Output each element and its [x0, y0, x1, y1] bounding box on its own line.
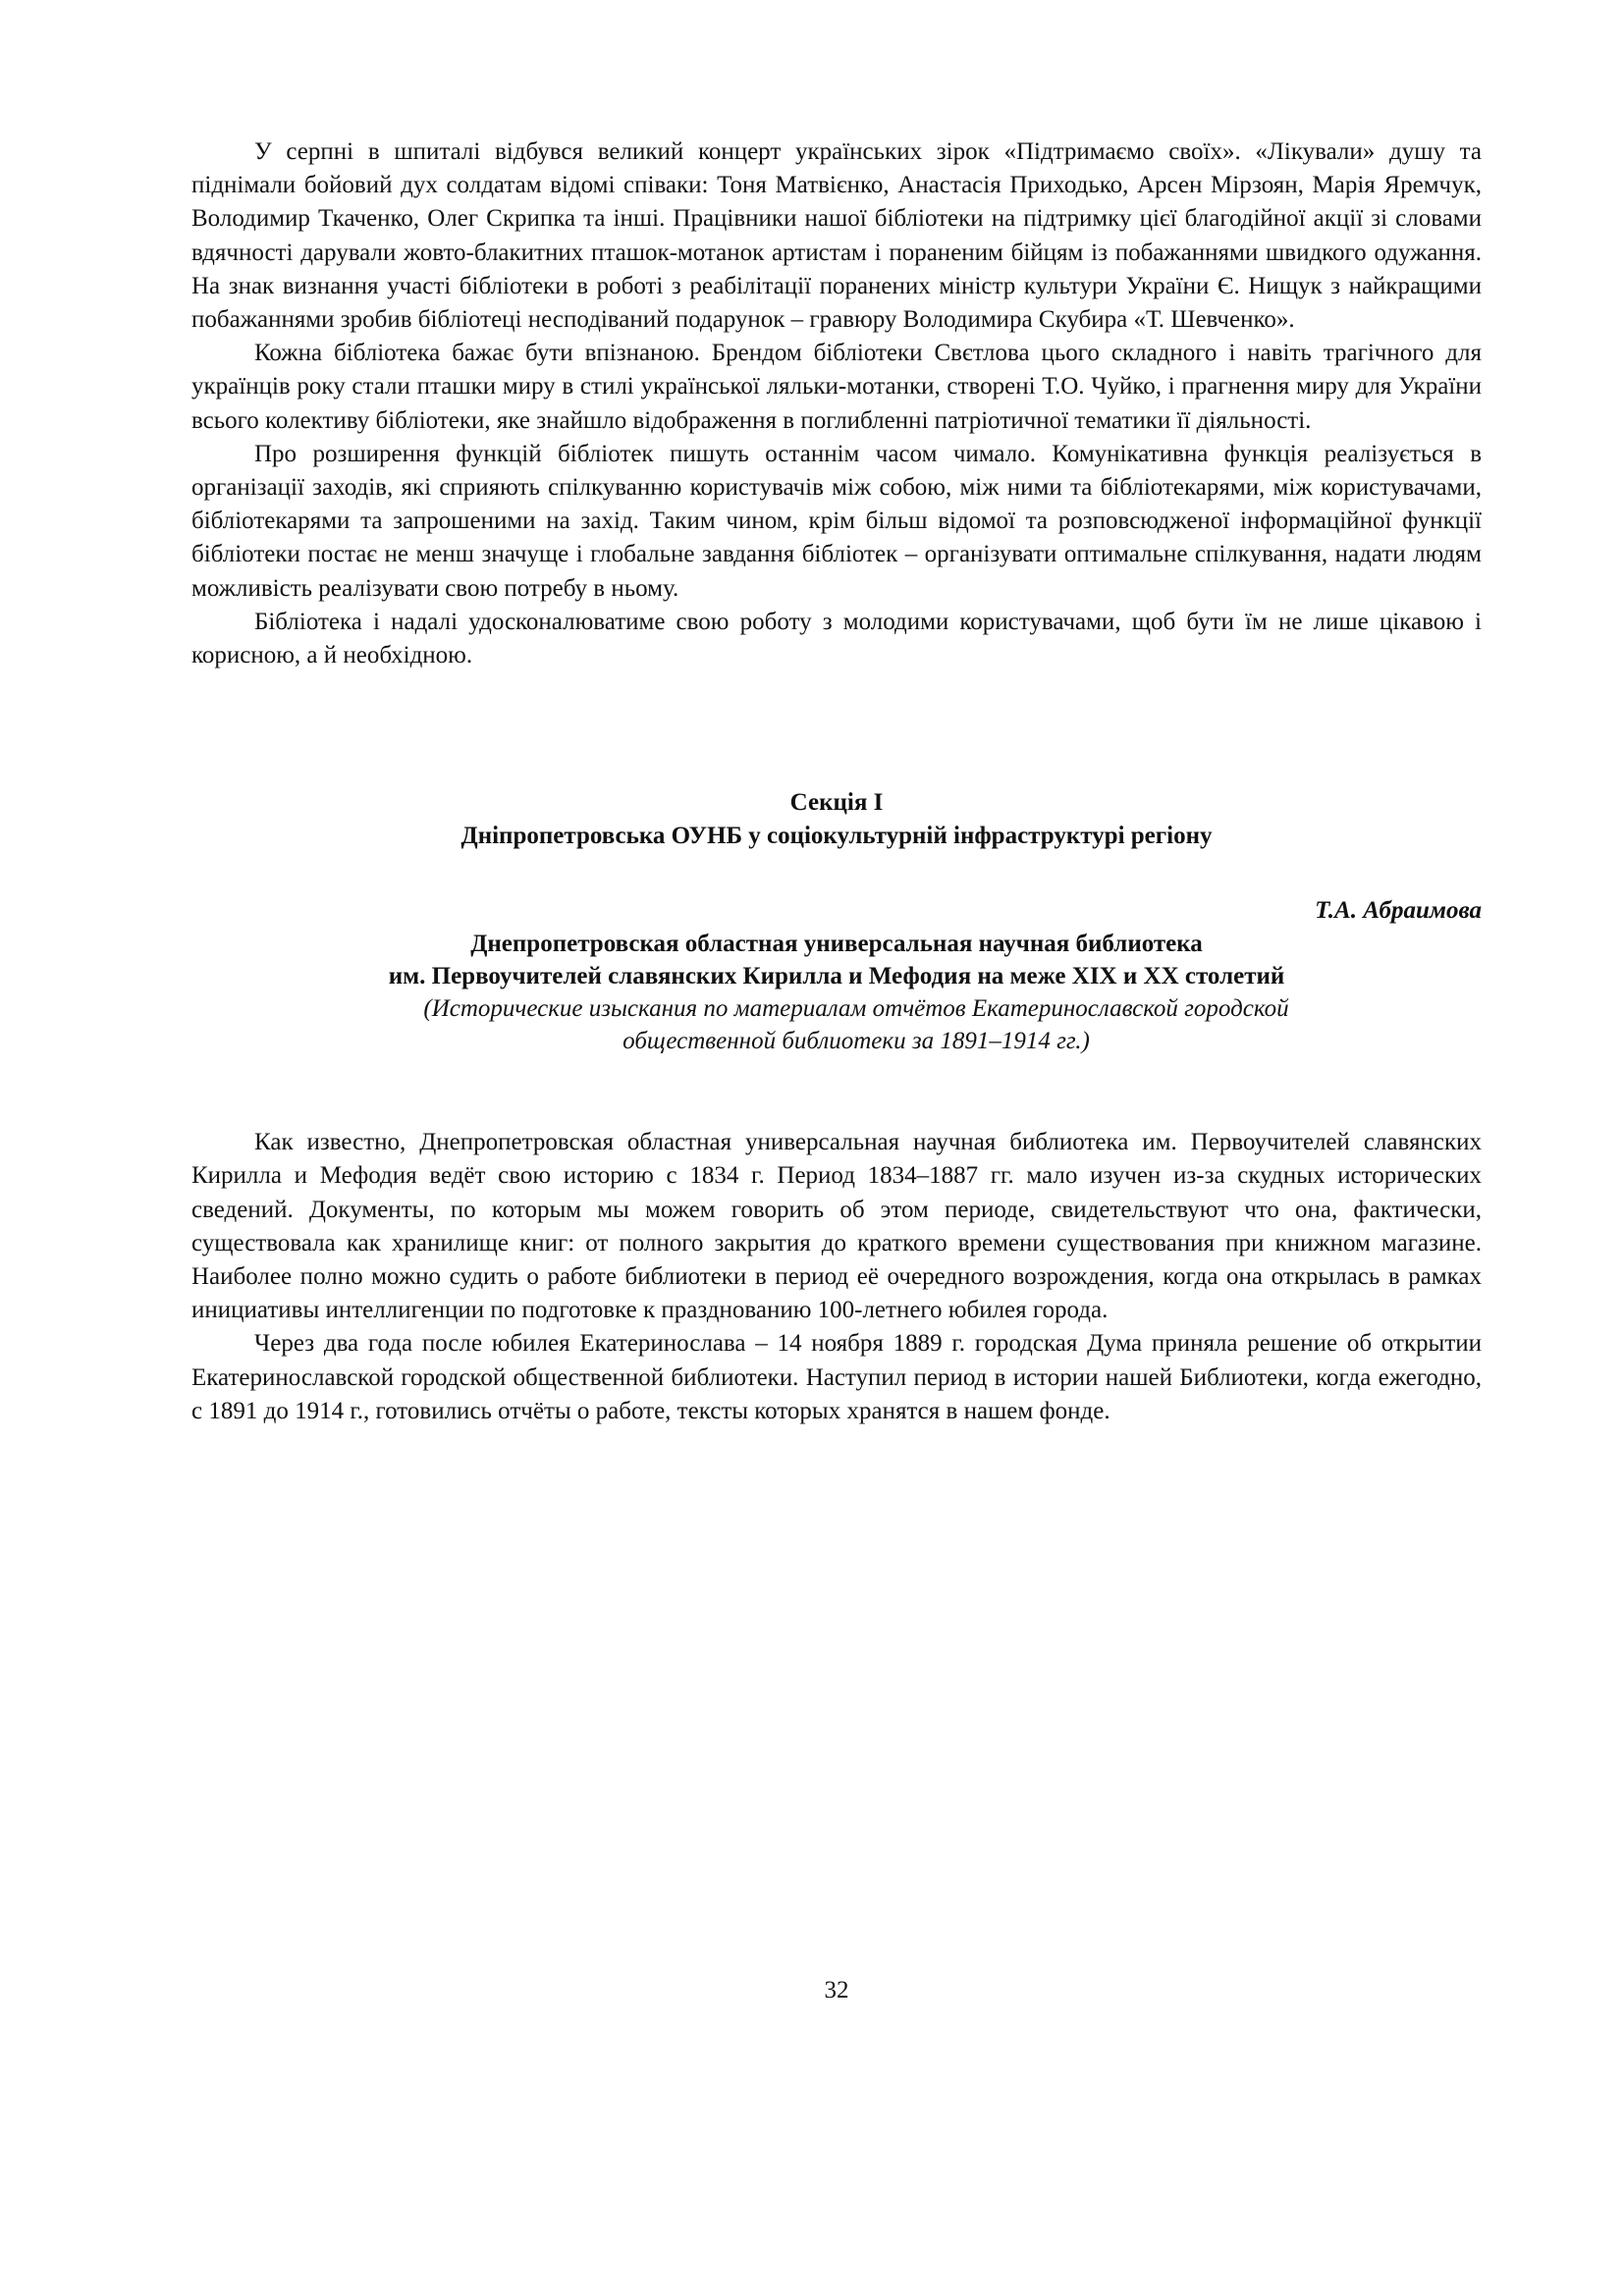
article-heading: [191, 928, 1482, 1057]
section-heading: [191, 786, 1482, 853]
article-author: Т.А. Абраимова: [1315, 897, 1482, 925]
paragraph: Через два года после юбилея Екатеринослава – 14 ноября 1889 г. городская Дума приняла решение об открытии Екатеринославской городской общественной библиотеки. Наступил период в истории нашей Библиотеки, когда ежегодно, с 1891 до 1914 г., готовились отчёты о работе, тексты которых хранятся в нашем фонде.: [191, 1330, 1482, 1424]
article-title-line-1: Днепропетровская областная универсальная научная библиотека: [470, 931, 1203, 958]
intro-text: [191, 135, 1482, 672]
paragraph: Бібліотека і надалі удосконалюватиме свою роботу з молодими користувачами, щоб бути їм не лише цікавою і корисною, а й необхідною.: [191, 608, 1482, 669]
section-label: Секція І: [789, 789, 884, 817]
paragraph: Как известно, Днепропетровская областная универсальная научная библиотека им. Первоучителей славянских Кирилла и Мефодия ведёт свою историю с 1834 г. Период 1834–1887 гг. мало изучен из-за скудных исторических сведений. Документы, по которым мы можем говорить об этом периоде, свидетельствуют что она, фактически, существовала как хранилище книг: от полного закрытия до краткого времени существования при книжном магазине. Наиболее полно можно судить о работе библиотеки в период её очередного возрождения, когда она открылась в рамках инициативы интеллигенции по подготовке к празднованию 100-летнего юбилея города.: [191, 1129, 1482, 1324]
paragraph: У серпні в шпиталі відбувся великий концерт українських зірок «Підтримаємо своїх». «Лікували» душу та піднімали бойовий дух солдатам відомі співаки: Тоня Матвієнко, Анастасія Приходько, Арсен Мірзоян, Марія Яремчук, Володимир Ткаченко, Олег Скрипка та інші. Працівники нашої бібліотеки на підтримку цієї благодійної акції зі словами вдячності дарували жовто-блакитних пташок-мотанок артистам і пораненим бійцям із побажаннями швидкого одужання. На знак визнання участі бібліотеки в роботі з реабілітації поранених міністр культури України Є. Нищук з найкращими побажаннями зробив бібліотеці несподіваний подарунок – гравюру Володимира Скубира «Т. Шевченко».: [191, 138, 1482, 334]
page-number: 32: [824, 1977, 849, 2003]
paragraph: Кожна бібліотека бажає бути впізнаною. Брендом бібліотеки Свєтлова цього складного і навіть трагічного для українців року стали пташки миру в стилі української ляльки-мотанки, створені Т.О. Чуйко, і прагнення миру для України всього колективу бібліотеки, яке знайшло відображення в поглибленні патріотичної тематики її діяльності.: [191, 340, 1482, 434]
spacer: [191, 1057, 1482, 1126]
spacer: [191, 672, 1482, 786]
article-subtitle-line-2: общественной библиотеки за 1891–1914 гг.): [623, 1028, 1090, 1055]
article-title-line-2: им. Первоучителей славянских Кирилла и Мефодия на меже XIX и ХХ столетий: [388, 963, 1285, 990]
section-title: Дніпропетровська ОУНБ у соціокультурній інфраструктурі регіону: [460, 823, 1213, 850]
document-page: [191, 135, 1482, 2003]
article-body: [191, 1126, 1482, 1428]
paragraph: Про розширення функцій бібліотек пишуть останнім часом чимало. Комунікативна функція реалізується в організації заходів, які сприяють спілкуванню користувачів між собою, між ними та бібліотекарями, між користувачами, бібліотекарями та запрошеними на захід. Таким чином, крім більш відомої та розповсюдженої інформаційної функції бібліотеки постає не менш значуще і глобальне завдання бібліотек – організувати оптимальне спілкування, надати людям можливість реалізувати свою потребу в ньому.: [191, 440, 1482, 602]
article-subtitle-line-1: (Исторические изыскания по материалам отчётов Екатеринославской городской: [423, 995, 1289, 1023]
